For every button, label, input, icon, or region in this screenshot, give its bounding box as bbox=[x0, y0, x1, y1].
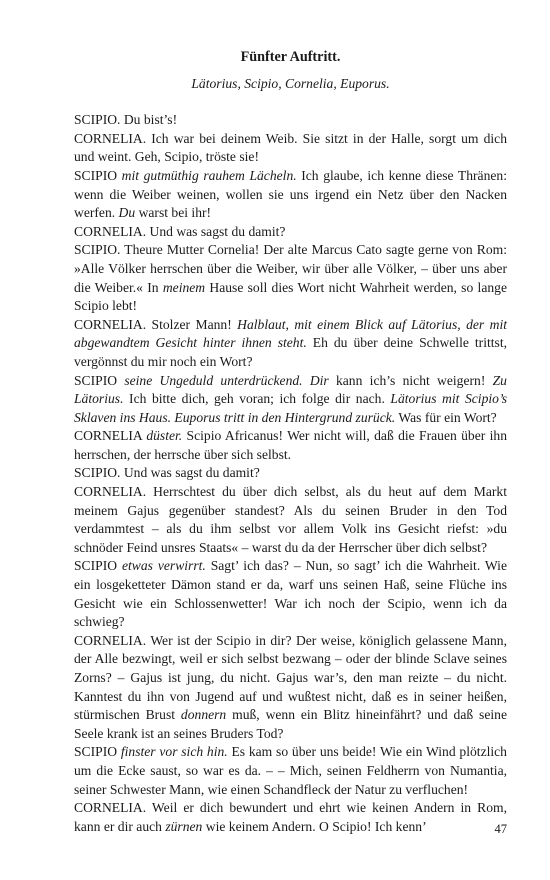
dialogue-text: SCIPIO. Du bist’s! bbox=[74, 112, 178, 128]
dialogue-text: Hause soll dies Wort nicht Wahrheit werden, so lange Scipio lebt! bbox=[74, 279, 507, 314]
dialogue-text: muß, wenn ein Blitz hineinfährt? und daß seine Seele krank ist an seines Bruders Tod? bbox=[74, 707, 507, 741]
dialogue-paragraph bbox=[74, 427, 507, 464]
page-number: 47 bbox=[494, 822, 507, 836]
dialogue-text: CORNELIA. Stolzer Mann! bbox=[74, 316, 238, 332]
stage-direction: donnern bbox=[180, 707, 227, 723]
dialogue-paragraph bbox=[74, 130, 507, 167]
scene-heading: Fünfter Auftritt. bbox=[240, 49, 341, 65]
stage-direction: Du bbox=[118, 205, 136, 221]
dialogue-paragraph bbox=[74, 372, 507, 428]
stage-direction: etwas verwirrt. bbox=[121, 558, 206, 574]
dialogue-paragraph bbox=[74, 241, 507, 315]
dialogue-text: Ich bitte dich, geh voran; ich folge dir nach. bbox=[123, 391, 391, 407]
stage-direction: finster vor sich hin. bbox=[120, 744, 228, 760]
stage-direction: Dir bbox=[309, 372, 329, 388]
dialogue-paragraph bbox=[74, 632, 507, 744]
dialogue-paragraph bbox=[74, 464, 507, 483]
dialogue-text: wie keinem Andern. O Scipio! Ich kenn’ bbox=[202, 818, 427, 834]
dialogue-paragraph bbox=[74, 483, 507, 557]
dialogue-paragraph bbox=[74, 316, 507, 372]
dialogue-text: SCIPIO bbox=[74, 167, 122, 183]
stage-direction: seine Ungeduld unterdrückend. bbox=[124, 372, 303, 388]
dialogue-text: Eh du über deine Schwelle trittst, vergönnst du mir noch ein Wort? bbox=[74, 335, 507, 369]
stage-direction: mit gutmüthig rauhem Lächeln. bbox=[121, 167, 297, 183]
dialogue-text: SCIPIO bbox=[74, 744, 121, 760]
scene-characters: Lätorius, Scipio, Cornelia, Euporus. bbox=[191, 75, 390, 91]
dialogue-body bbox=[74, 111, 507, 836]
dialogue-text: SCIPIO bbox=[74, 558, 122, 574]
dialogue-text: Es kam so über uns beide! Wie ein Wind plötzlich um die Ecke saust, so war es da. – – Mich, seinen Feldherrn von Numantia, seiner Schwester Mann, wie einen Schandfleck der Natur zu verfluchen! bbox=[74, 744, 507, 797]
dialogue-text: CORNELIA. Wer ist der Scipio in dir? Der weise, königlich gelassene Mann, der Alle bezwingt, weil er sich selbst bezwang – oder der blinde Sclave seines Zorns? – Gajus ist jung, du nicht. Gajus war’s, den man reizte – du nicht. Kanntest du ihn von Jugend auf und wußtest nicht, daß es in seiner heißen, stürmischen Brust bbox=[74, 632, 507, 723]
dialogue-paragraph bbox=[74, 111, 507, 130]
dialogue-text: CORNELIA. Herrschtest du über dich selbst, als du heut auf dem Markt meinem Gajus gegenüber standest? Als du seinen Bruder in den Tod verdammtest – als du ihm selbst vor allem Volk ins Gesicht riefst: »du schnöder Feind unsres Staats« – warst du da der Herrscher über dich selbst? bbox=[74, 484, 507, 555]
stage-direction: meinem bbox=[162, 279, 206, 295]
dialogue-text: Ich glaube, ich kenne diese Thränen: wenn die Weiber weinen, wollen sie uns irgend ein Netz über den Nacken werfen. bbox=[74, 167, 507, 221]
dialogue-text: CORNELIA bbox=[74, 428, 147, 444]
dialogue-text: SCIPIO bbox=[74, 372, 125, 388]
dialogue-text: Scipio Africanus! Wer nicht will, daß die Frauen über ihn herrschen, der herrsche über sich selbst. bbox=[74, 428, 507, 462]
dialogue-text: CORNELIA. Und was sagst du damit? bbox=[74, 223, 286, 239]
dialogue-paragraph bbox=[74, 557, 507, 631]
dialogue-paragraph bbox=[74, 223, 507, 242]
dialogue-text: CORNELIA. Ich war bei deinem Weib. Sie sitzt in der Halle, sorgt um dich und weint. Geh, Scipio, tröste sie! bbox=[74, 130, 507, 165]
dialogue-text: CORNELIA. Weil er dich bewundert und ehrt wie keinen Andern in Rom, kann er dir auch bbox=[74, 800, 507, 834]
stage-direction: Zu Lätorius. bbox=[74, 372, 507, 407]
dialogue-text: SCIPIO. Theure Mutter Cornelia! Der alte Marcus Cato sagte gerne von Rom: »Alle Völker herrschen über die Weiber, wir über alle Völker, – über uns aber die Weiber.« In bbox=[74, 242, 507, 295]
dialogue-text: Was für ein Wort? bbox=[395, 409, 497, 425]
stage-direction: zürnen bbox=[165, 818, 203, 834]
dialogue-text: Sagt’ ich das? – Nun, so sagt’ ich die Wahrheit. Wie ein losgeketteter Dämon stand er da, warf uns seinen Haß, seine Flüche ins Gesicht wie ein Schlossenwetter! War ich noch der Scipio, wenn ich da schwieg? bbox=[74, 558, 507, 630]
dialogue-text: kann ich’s nicht weigern! bbox=[328, 372, 493, 388]
dialogue-text: SCIPIO. Und was sagst du damit? bbox=[74, 465, 260, 481]
stage-direction: düster. bbox=[146, 428, 183, 444]
dialogue-paragraph bbox=[74, 799, 507, 836]
dialogue-paragraph bbox=[74, 167, 507, 223]
stage-direction: Halblaut, mit einem Blick auf Lätorius, der mit abgewandtem Gesicht hinter ihnen steht. bbox=[74, 316, 507, 351]
stage-direction: Lätorius mit Scipio’s Sklaven ins Haus. Euporus tritt in den Hintergrund zurück. bbox=[74, 391, 508, 425]
book-page bbox=[74, 48, 507, 836]
dialogue-paragraph bbox=[74, 743, 507, 799]
dialogue-text bbox=[303, 373, 310, 388]
dialogue-text: warst bei ihr! bbox=[135, 205, 212, 221]
